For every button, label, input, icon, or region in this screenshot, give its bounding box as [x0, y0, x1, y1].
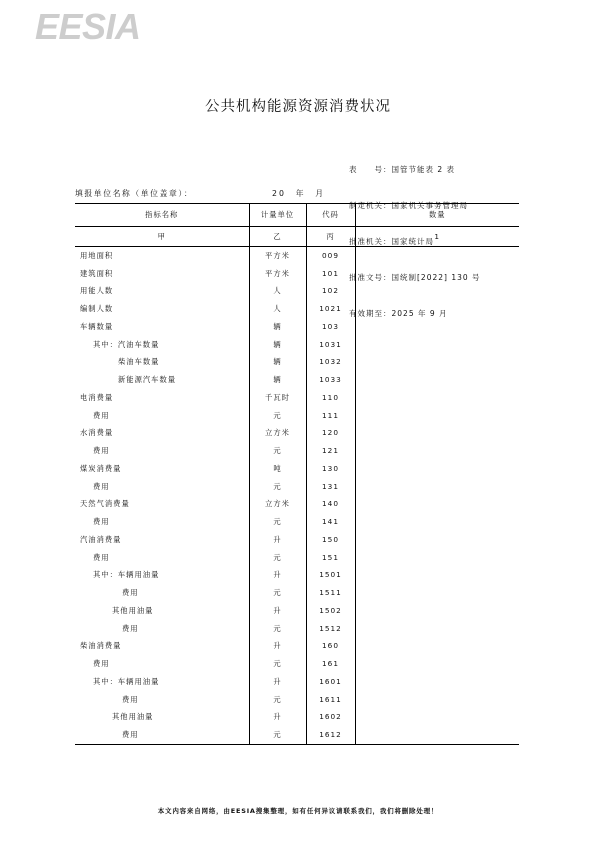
- unit-cell: 元: [249, 442, 306, 460]
- code-cell: 1601: [306, 673, 355, 691]
- unit-cell: 立方米: [249, 496, 306, 514]
- unit-cell: 元: [249, 620, 306, 638]
- quantity-cell: [355, 283, 519, 301]
- code-cell: 1021: [306, 300, 355, 318]
- quantity-cell: [355, 354, 519, 372]
- indicator-name-cell: 费用: [75, 549, 249, 567]
- approving-authority: 批准机关：国家统计局: [349, 237, 434, 246]
- unit-cell: 元: [249, 726, 306, 744]
- quantity-cell: [355, 265, 519, 283]
- indicator-name-cell: 费用: [75, 620, 249, 638]
- table-row: [75, 336, 519, 354]
- code-cell: 160: [306, 638, 355, 656]
- indicator-name-cell: 车辆数量: [75, 318, 249, 336]
- quantity-cell: [355, 318, 519, 336]
- indicator-name-cell: 用能人数: [75, 283, 249, 301]
- quantity-cell: [355, 709, 519, 727]
- unit-cell: 辆: [249, 336, 306, 354]
- quantity-cell: [355, 371, 519, 389]
- table-row: [75, 691, 519, 709]
- code-cell: 101: [306, 265, 355, 283]
- quantity-cell: [355, 602, 519, 620]
- indicator-name-cell: 费用: [75, 513, 249, 531]
- indicator-name-cell: 费用: [75, 478, 249, 496]
- eesia-logo: EESIA: [35, 6, 141, 47]
- table-row: [75, 496, 519, 514]
- quantity-cell: [355, 638, 519, 656]
- table-row: [75, 318, 519, 336]
- quantity-cell: [355, 460, 519, 478]
- code-cell: 1501: [306, 567, 355, 585]
- column-code-code: 丙: [306, 227, 355, 247]
- quantity-cell: [355, 691, 519, 709]
- code-cell: 161: [306, 655, 355, 673]
- code-cell: 009: [306, 247, 355, 265]
- quantity-cell: [355, 300, 519, 318]
- indicator-name-cell: 编制人数: [75, 300, 249, 318]
- table-row: [75, 531, 519, 549]
- column-code-unit: 乙: [249, 227, 306, 247]
- quantity-cell: [355, 673, 519, 691]
- indicator-name-cell: 柴油消费量: [75, 638, 249, 656]
- valid-until: 有效期至：2025 年 9 月: [349, 309, 448, 318]
- table-row: [75, 247, 519, 265]
- quantity-cell: [355, 442, 519, 460]
- unit-cell: 升: [249, 638, 306, 656]
- unit-cell: 立方米: [249, 425, 306, 443]
- quantity-cell: [355, 336, 519, 354]
- quantity-cell: [355, 567, 519, 585]
- quantity-cell: [355, 549, 519, 567]
- table-row: [75, 584, 519, 602]
- code-cell: 111: [306, 407, 355, 425]
- issuing-authority: 制定机关：国家机关事务管理局: [349, 201, 468, 210]
- code-cell: 120: [306, 425, 355, 443]
- column-code-quantity: 1: [355, 227, 519, 247]
- indicator-name-cell: 费用: [75, 442, 249, 460]
- table-row: [75, 478, 519, 496]
- code-cell: 1612: [306, 726, 355, 744]
- code-cell: 1033: [306, 371, 355, 389]
- unit-cell: 千瓦时: [249, 389, 306, 407]
- form-number: 表 号：国管节能表 2 表: [349, 165, 456, 174]
- indicator-name-cell: 电消费量: [75, 389, 249, 407]
- code-cell: 1602: [306, 709, 355, 727]
- col-header-unit: 计量单位: [249, 204, 306, 227]
- quantity-cell: [355, 247, 519, 265]
- quantity-cell: [355, 655, 519, 673]
- code-cell: 131: [306, 478, 355, 496]
- code-cell: 151: [306, 549, 355, 567]
- unit-cell: 元: [249, 513, 306, 531]
- quantity-cell: [355, 584, 519, 602]
- table-row: [75, 709, 519, 727]
- indicator-name-cell: 其他用油量: [75, 709, 249, 727]
- unit-cell: 升: [249, 531, 306, 549]
- code-cell: 1032: [306, 354, 355, 372]
- code-cell: 1512: [306, 620, 355, 638]
- unit-cell: 辆: [249, 318, 306, 336]
- indicator-name-cell: 新能源汽车数量: [75, 371, 249, 389]
- table-row: [75, 407, 519, 425]
- quantity-cell: [355, 620, 519, 638]
- quantity-cell: [355, 425, 519, 443]
- code-cell: 102: [306, 283, 355, 301]
- table-row: [75, 460, 519, 478]
- table-row: [75, 283, 519, 301]
- table-row: [75, 389, 519, 407]
- unit-cell: 人: [249, 283, 306, 301]
- table-row: [75, 567, 519, 585]
- code-cell: 121: [306, 442, 355, 460]
- quantity-cell: [355, 389, 519, 407]
- table-row: [75, 549, 519, 567]
- col-header-indicator: 指标名称: [75, 204, 249, 227]
- quantity-cell: [355, 478, 519, 496]
- approval-number: 批准文号：国统制[2022] 130 号: [349, 273, 481, 282]
- unit-cell: 辆: [249, 371, 306, 389]
- quantity-cell: [355, 496, 519, 514]
- unit-cell: 元: [249, 655, 306, 673]
- indicator-name-cell: 建筑面积: [75, 265, 249, 283]
- indicator-name-cell: 其中：汽油车数量: [75, 336, 249, 354]
- code-cell: 141: [306, 513, 355, 531]
- quantity-cell: [355, 513, 519, 531]
- indicator-name-cell: 费用: [75, 407, 249, 425]
- table-row: [75, 620, 519, 638]
- unit-cell: 升: [249, 709, 306, 727]
- unit-cell: 元: [249, 549, 306, 567]
- unit-cell: 元: [249, 407, 306, 425]
- code-cell: 1502: [306, 602, 355, 620]
- table-row: [75, 425, 519, 443]
- indicator-name-cell: 水消费量: [75, 425, 249, 443]
- indicator-name-cell: 费用: [75, 691, 249, 709]
- table-header-row: [75, 204, 519, 227]
- indicator-name-cell: 其中：车辆用油量: [75, 567, 249, 585]
- table-row: [75, 513, 519, 531]
- table-row: [75, 655, 519, 673]
- indicator-name-cell: 柴油车数量: [75, 354, 249, 372]
- unit-cell: 升: [249, 673, 306, 691]
- table-row: [75, 638, 519, 656]
- quantity-cell: [355, 531, 519, 549]
- column-code-row: [75, 227, 519, 247]
- table-row: [75, 300, 519, 318]
- table-row: [75, 726, 519, 744]
- unit-cell: 元: [249, 691, 306, 709]
- code-cell: 130: [306, 460, 355, 478]
- indicator-name-cell: 汽油消费量: [75, 531, 249, 549]
- table-row: [75, 265, 519, 283]
- document-title: 公共机构能源资源消费状况: [205, 99, 391, 115]
- table-row: [75, 354, 519, 372]
- indicator-name-cell: 用地面积: [75, 247, 249, 265]
- column-code-indicator: 甲: [75, 227, 249, 247]
- indicator-name-cell: 费用: [75, 726, 249, 744]
- unit-cell: 平方米: [249, 265, 306, 283]
- unit-cell: 人: [249, 300, 306, 318]
- indicator-name-cell: 其中：车辆用油量: [75, 673, 249, 691]
- code-cell: 110: [306, 389, 355, 407]
- unit-cell: 升: [249, 567, 306, 585]
- code-cell: 1511: [306, 584, 355, 602]
- indicator-name-cell: 其他用油量: [75, 602, 249, 620]
- indicator-name-cell: 天然气消费量: [75, 496, 249, 514]
- indicator-name-cell: 费用: [75, 584, 249, 602]
- table-row: [75, 602, 519, 620]
- col-header-code: 代码: [306, 204, 355, 227]
- energy-consumption-table: [75, 203, 519, 745]
- unit-cell: 升: [249, 602, 306, 620]
- code-cell: 140: [306, 496, 355, 514]
- quantity-cell: [355, 407, 519, 425]
- quantity-cell: [355, 726, 519, 744]
- table-row: [75, 673, 519, 691]
- source-disclaimer-footer: 本文内容来自网络，由EESIA搜集整理，如有任何异议请联系我们，我们将删除处理！: [157, 807, 439, 815]
- indicator-name-cell: 煤炭消费量: [75, 460, 249, 478]
- table-row: [75, 442, 519, 460]
- unit-cell: 辆: [249, 354, 306, 372]
- unit-cell: 吨: [249, 460, 306, 478]
- code-cell: 150: [306, 531, 355, 549]
- table-row: [75, 371, 519, 389]
- indicator-name-cell: 费用: [75, 655, 249, 673]
- unit-cell: 元: [249, 584, 306, 602]
- unit-cell: 平方米: [249, 247, 306, 265]
- reporting-date: 20 年 月: [272, 189, 326, 198]
- code-cell: 1611: [306, 691, 355, 709]
- unit-cell: 元: [249, 478, 306, 496]
- reporting-unit-label: 填报单位名称（单位盖章）：: [75, 189, 194, 198]
- code-cell: 1031: [306, 336, 355, 354]
- code-cell: 103: [306, 318, 355, 336]
- col-header-quantity: 数量: [355, 204, 519, 227]
